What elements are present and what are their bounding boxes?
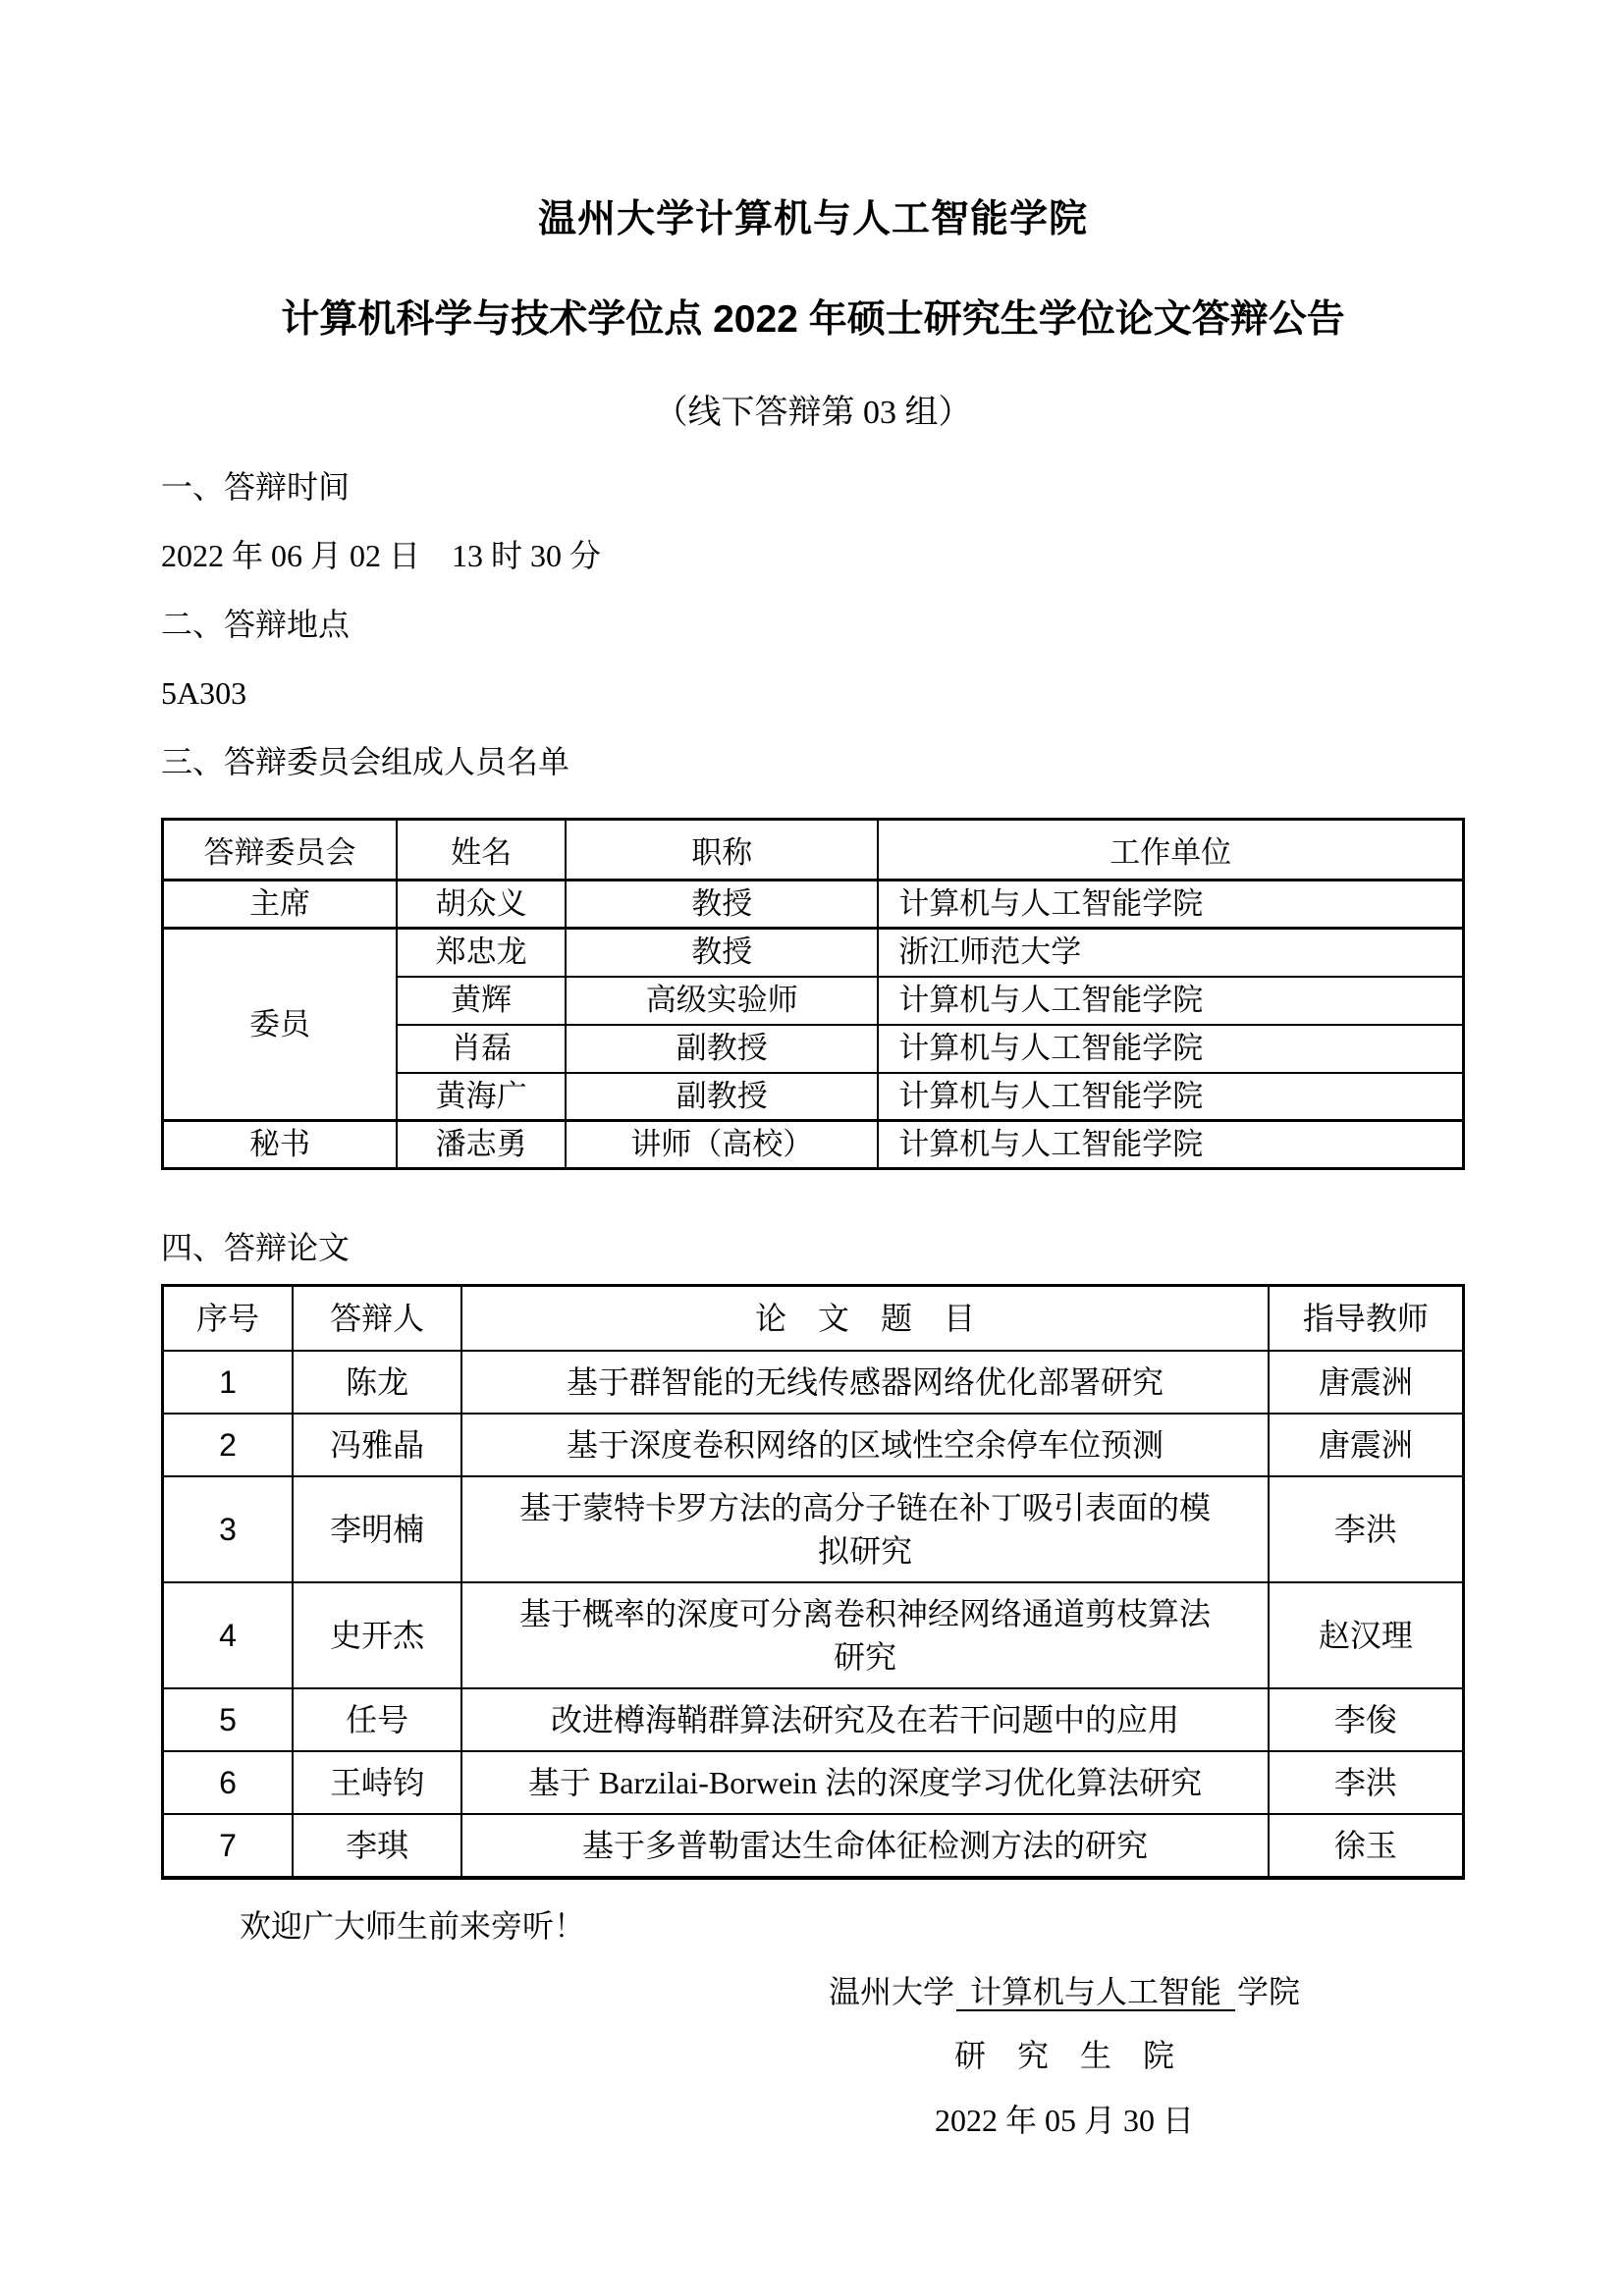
signature-grad-school: 研 究 生 院: [953, 2038, 1174, 2073]
thesis-student-cell: 李明楠: [293, 1476, 461, 1582]
committee-org-cell: 计算机与人工智能学院: [878, 1025, 1463, 1073]
thesis-no-cell: 7: [163, 1814, 294, 1878]
thesis-row: [163, 1582, 1464, 1688]
thesis-advisor-cell: 唐震洲: [1269, 1351, 1464, 1414]
thesis-row: [163, 1476, 1464, 1582]
committee-role-cell: 委员: [163, 929, 398, 1121]
thesis-row: [163, 1688, 1464, 1751]
signature-line: [789, 1960, 1339, 2023]
signature-block: [789, 1960, 1339, 2153]
committee-header-org: 工作单位: [878, 820, 1463, 881]
thesis-advisor-cell: 唐震洲: [1269, 1414, 1464, 1476]
section-time-label: 一、答辩时间: [161, 469, 351, 505]
committee-table: [161, 818, 1465, 1170]
thesis-title-cell: 基于深度卷积网络的区域性空余停车位预测: [461, 1414, 1269, 1476]
signature-unit-underlined: 计算机与人工智能: [956, 1974, 1235, 2011]
thesis-advisor-cell: 徐玉: [1269, 1814, 1464, 1878]
signature-date: 2022 年 05 月 30 日: [934, 2103, 1194, 2138]
thesis-no-cell: 1: [163, 1351, 294, 1414]
thesis-title-cell: 基于概率的深度可分离卷积神经网络通道剪枝算法研究: [461, 1582, 1269, 1688]
signature-suffix: 学院: [1237, 1974, 1301, 2009]
thesis-no-cell: 2: [163, 1414, 294, 1476]
committee-row-chair: [163, 881, 1464, 929]
committee-title-cell: 副教授: [566, 1025, 878, 1073]
thesis-row: [163, 1814, 1464, 1878]
thesis-advisor-cell: 李洪: [1269, 1476, 1464, 1582]
thesis-student-cell: 陈龙: [293, 1351, 461, 1414]
thesis-header-student: 答辩人: [293, 1286, 461, 1352]
section-place-label: 二、答辩地点: [161, 607, 351, 642]
section-committee-label: 三、答辩委员会组成人员名单: [161, 744, 570, 779]
committee-row-secretary: [163, 1121, 1464, 1169]
section-thesis-label: 四、答辩论文: [161, 1230, 351, 1265]
doc-subtitle: 计算机科学与技术学位点 2022 年硕士研究生学位论文答辩公告: [281, 298, 1345, 341]
thesis-title-cell: 基于群智能的无线传感器网络优化部署研究: [461, 1351, 1269, 1414]
thesis-student-cell: 王峙钧: [293, 1751, 461, 1814]
defense-place-value: 5A303: [161, 675, 247, 711]
committee-row-member: [163, 929, 1464, 977]
committee-title-cell: 讲师（高校）: [566, 1121, 878, 1169]
committee-org-cell: 计算机与人工智能学院: [878, 1073, 1463, 1121]
committee-header-row: [163, 820, 1464, 881]
signature-prefix: 温州大学: [828, 1974, 954, 2009]
thesis-header-no: 序号: [163, 1286, 294, 1352]
welcome-line: 欢迎广大师生前来旁听！: [240, 1908, 586, 1944]
thesis-header-row: [163, 1286, 1464, 1352]
thesis-advisor-cell: 李洪: [1269, 1751, 1464, 1814]
thesis-title-cell: 基于蒙特卡罗方法的高分子链在补丁吸引表面的模拟研究: [461, 1476, 1269, 1582]
thesis-no-cell: 3: [163, 1476, 294, 1582]
thesis-no-cell: 5: [163, 1688, 294, 1751]
thesis-row: [163, 1751, 1464, 1814]
committee-role-cell: 秘书: [163, 1121, 398, 1169]
thesis-student-cell: 李琪: [293, 1814, 461, 1878]
thesis-student-cell: 史开杰: [293, 1582, 461, 1688]
thesis-header-advisor: 指导教师: [1269, 1286, 1464, 1352]
thesis-row: [163, 1414, 1464, 1476]
committee-org-cell: 浙江师范大学: [878, 929, 1463, 977]
doc-title: 温州大学计算机与人工智能学院: [537, 198, 1088, 240]
thesis-no-cell: 6: [163, 1751, 294, 1814]
committee-name-cell: 潘志勇: [397, 1121, 566, 1169]
committee-title-cell: 高级实验师: [566, 977, 878, 1025]
committee-name-cell: 郑忠龙: [397, 929, 566, 977]
thesis-row: [163, 1351, 1464, 1414]
committee-org-cell: 计算机与人工智能学院: [878, 881, 1463, 929]
thesis-advisor-cell: 赵汉理: [1269, 1582, 1464, 1688]
thesis-advisor-cell: 李俊: [1269, 1688, 1464, 1751]
committee-org-cell: 计算机与人工智能学院: [878, 977, 1463, 1025]
thesis-title-cell: 基于多普勒雷达生命体征检测方法的研究: [461, 1814, 1269, 1878]
defense-time-value: 2022 年 06 月 02 日 13 时 30 分: [161, 538, 602, 573]
committee-org-cell: 计算机与人工智能学院: [878, 1121, 1463, 1169]
committee-name-cell: 胡众义: [397, 881, 566, 929]
thesis-student-cell: 任号: [293, 1688, 461, 1751]
committee-role-cell: 主席: [163, 881, 398, 929]
thesis-header-title: 论 文 题 目: [461, 1286, 1269, 1352]
thesis-title-cell: 基于 Barzilai-Borwein 法的深度学习优化算法研究: [461, 1751, 1269, 1814]
committee-name-cell: 黄海广: [397, 1073, 566, 1121]
thesis-student-cell: 冯雅晶: [293, 1414, 461, 1476]
thesis-no-cell: 4: [163, 1582, 294, 1688]
thesis-title-cell: 改进樽海鞘群算法研究及在若干问题中的应用: [461, 1688, 1269, 1751]
committee-title-cell: 教授: [566, 929, 878, 977]
committee-name-cell: 黄辉: [397, 977, 566, 1025]
committee-header-title: 职称: [566, 820, 878, 881]
committee-title-cell: 副教授: [566, 1073, 878, 1121]
committee-header-role: 答辩委员会: [163, 820, 398, 881]
committee-name-cell: 肖磊: [397, 1025, 566, 1073]
committee-title-cell: 教授: [566, 881, 878, 929]
committee-header-name: 姓名: [397, 820, 566, 881]
thesis-table: [161, 1284, 1465, 1880]
group-label: （线下答辩第 03 组）: [654, 395, 972, 431]
